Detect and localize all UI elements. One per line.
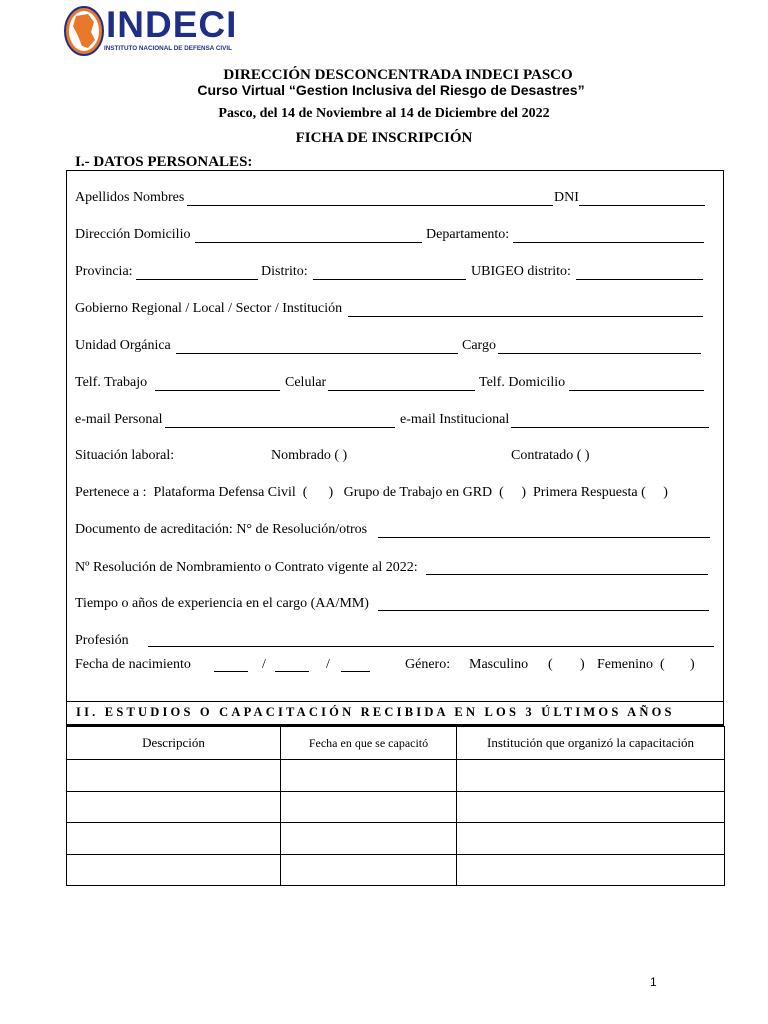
section-datos-personales-title: I.- DATOS PERSONALES: <box>75 154 253 170</box>
table-cell[interactable] <box>67 823 281 855</box>
table-header-row <box>67 727 725 760</box>
gobierno-field[interactable] <box>348 316 703 317</box>
label-email-institucional: e-mail Institucional <box>400 412 510 427</box>
table-row <box>67 791 725 823</box>
checkbox-femenino-close[interactable]: ) <box>690 657 695 672</box>
section-estudios-title-box <box>66 701 724 725</box>
table-cell[interactable] <box>281 791 457 823</box>
label-provincia: Provincia: <box>75 264 133 279</box>
label-email-personal: e-mail Personal <box>75 412 163 427</box>
logo-subtitle: INSTITUTO NACIONAL DE DEFENSA CIVIL <box>104 45 232 52</box>
checkbox-nombrado[interactable]: Nombrado ( ) <box>271 448 348 463</box>
direccion-field[interactable] <box>195 242 422 243</box>
checkbox-femenino-open[interactable]: ( <box>660 657 665 672</box>
ubigeo-field[interactable] <box>576 279 703 280</box>
checkbox-masculino-close[interactable]: ) <box>580 657 585 672</box>
documento-field[interactable] <box>378 537 710 538</box>
fecha-mes-field[interactable] <box>275 671 309 672</box>
tiempo-field[interactable] <box>378 610 709 611</box>
table-cell[interactable] <box>457 854 725 886</box>
table-cell[interactable] <box>457 760 725 792</box>
estudios-table <box>66 726 725 886</box>
fecha-anio-field[interactable] <box>341 671 370 672</box>
label-masculino: Masculino <box>469 657 529 672</box>
date-separator: / <box>262 657 266 672</box>
label-genero: Género: <box>405 657 451 672</box>
indeci-logo <box>64 4 238 57</box>
cargo-field[interactable] <box>498 353 701 354</box>
distrito-field[interactable] <box>313 279 466 280</box>
label-femenino: Femenino <box>597 657 653 672</box>
header-curso: Curso Virtual “Gestion Inclusiva del Riesgo de Desastres” <box>197 82 585 98</box>
col-fecha: Fecha en que se capacitó <box>281 727 457 760</box>
section-estudios-title: II. ESTUDIOS O CAPACITACIÓN RECIBIDA EN LOS 3 ÚLTIMOS AÑOS <box>76 705 675 719</box>
table-row <box>67 760 725 792</box>
label-cargo: Cargo <box>462 338 496 353</box>
table-cell[interactable] <box>67 854 281 886</box>
table-cell[interactable] <box>67 760 281 792</box>
label-direccion: Dirección Domicilio <box>75 227 191 242</box>
label-tiempo: Tiempo o años de experiencia en el cargo (AA/MM) <box>75 596 369 611</box>
label-dni: DNI <box>554 190 579 205</box>
unidad-field[interactable] <box>176 353 458 354</box>
profesion-field[interactable] <box>148 646 714 647</box>
label-distrito: Distrito: <box>261 264 308 279</box>
resolucion-field[interactable] <box>426 574 708 575</box>
label-ubigeo: UBIGEO distrito: <box>471 264 571 279</box>
col-descripcion: Descripción <box>67 727 281 760</box>
label-departamento: Departamento: <box>426 227 510 242</box>
table-cell[interactable] <box>281 823 457 855</box>
header-direccion: DIRECCIÓN DESCONCENTRADA INDECI PASCO <box>223 67 573 83</box>
dni-field[interactable] <box>579 205 705 206</box>
celular-field[interactable] <box>328 390 475 391</box>
label-resolucion: Nº Resolución de Nombramiento o Contrato vigente al 2022: <box>75 560 418 575</box>
table-cell[interactable] <box>281 760 457 792</box>
col-institucion: Institución que organizó la capacitación <box>457 727 725 760</box>
header-ficha: FICHA DE INSCRIPCIÓN <box>295 130 473 146</box>
label-unidad: Unidad Orgánica <box>75 338 171 353</box>
label-profesion: Profesión <box>75 633 129 648</box>
label-telf-trabajo: Telf. Trabajo <box>75 375 148 390</box>
email-institucional-field[interactable] <box>511 427 709 428</box>
table-row <box>67 854 725 886</box>
page-number: 1 <box>650 975 657 989</box>
label-situacion: Situación laboral: <box>75 448 175 463</box>
table-row <box>67 823 725 855</box>
checkbox-contratado[interactable]: Contratado ( ) <box>511 448 590 463</box>
telf-trabajo-field[interactable] <box>155 390 280 391</box>
table-cell[interactable] <box>457 791 725 823</box>
checkbox-masculino-open[interactable]: ( <box>548 657 553 672</box>
departamento-field[interactable] <box>513 242 704 243</box>
date-separator: / <box>326 657 330 672</box>
email-personal-field[interactable] <box>165 427 395 428</box>
table-cell[interactable] <box>457 823 725 855</box>
label-apellidos: Apellidos Nombres <box>75 190 185 205</box>
peru-map-emblem-icon <box>64 6 104 56</box>
table-cell[interactable] <box>281 854 457 886</box>
table-cell[interactable] <box>67 791 281 823</box>
label-gobierno: Gobierno Regional / Local / Sector / Institución <box>75 301 343 316</box>
fecha-dia-field[interactable] <box>214 671 248 672</box>
label-fecha-nacimiento: Fecha de nacimiento <box>75 657 191 672</box>
provincia-field[interactable] <box>136 279 258 280</box>
label-documento: Documento de acreditación: N° de Resolución/otros <box>75 522 368 537</box>
label-telf-domicilio: Telf. Domicilio <box>479 375 566 390</box>
header-fechas: Pasco, del 14 de Noviembre al 14 de Diciembre del 2022 <box>218 106 550 121</box>
apellidos-field[interactable] <box>187 205 553 206</box>
logo-wordmark: INDECI <box>106 4 238 45</box>
label-celular: Celular <box>285 375 327 390</box>
pertenece-options[interactable]: Pertenece a : Plataforma Defensa Civil ( ) Grupo de Trabajo en GRD ( ) Primera Respuesta ( ) <box>75 485 668 500</box>
telf-domicilio-field[interactable] <box>569 390 704 391</box>
